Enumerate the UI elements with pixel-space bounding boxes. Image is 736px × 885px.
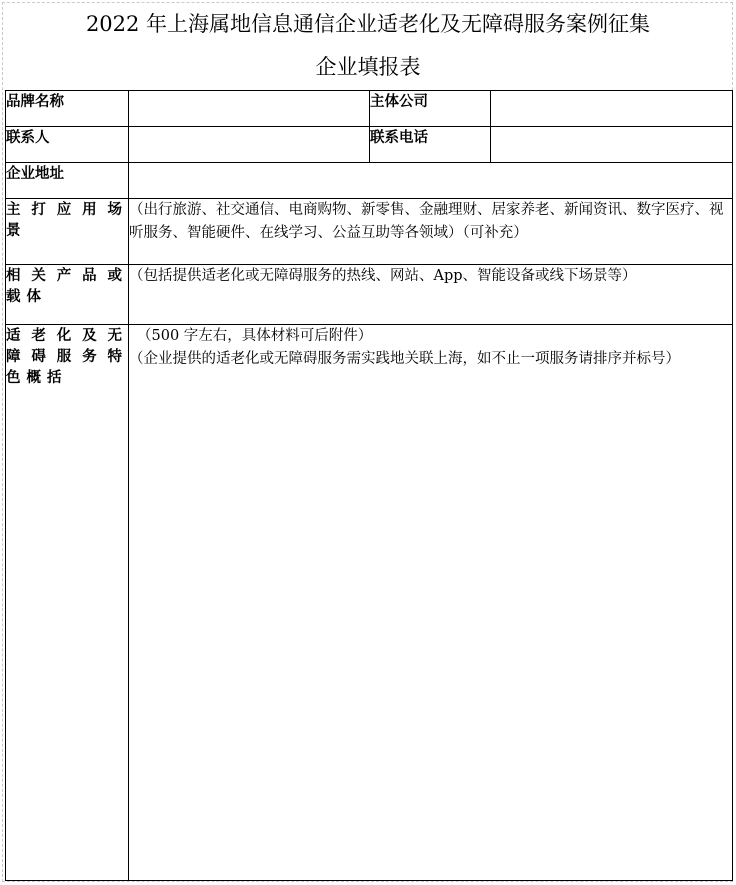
product-hint: （包括提供适老化或无障碍服务的热线、网站、App、智能设备或线下场景等） [129, 268, 637, 284]
features-hint-length: （500 字左右，具体材料可后附件） [137, 328, 373, 344]
company-label: 主体公司 [370, 91, 491, 127]
row-features [6, 325, 733, 881]
product-field[interactable] [129, 265, 733, 325]
features-label: 适老化及无障碍服务特色概括 [6, 325, 129, 881]
address-label: 企业地址 [6, 163, 129, 199]
document-subtitle: 企业填报表 [315, 55, 421, 79]
features-field[interactable] [129, 325, 733, 881]
contact-field[interactable] [129, 127, 370, 163]
row-address [6, 163, 733, 199]
company-field[interactable] [491, 91, 733, 127]
row-brand [6, 91, 733, 127]
scenario-hint: （出行旅游、社交通信、电商购物、新零售、金融理财、居家养老、新闻资讯、数字医疗、视听服务、智能硬件、在线学习、公益互助等各领域）（可补充） [129, 202, 724, 241]
row-product [6, 265, 733, 325]
row-scenario [6, 199, 733, 265]
scenario-field[interactable] [129, 199, 733, 265]
phone-label: 联系电话 [370, 127, 491, 163]
brand-name-label: 品牌名称 [6, 91, 129, 127]
scenario-label: 主打应用场景 [6, 199, 129, 265]
address-field[interactable] [129, 163, 733, 199]
brand-name-field[interactable] [129, 91, 370, 127]
document-title: 2022 年上海属地信息通信企业适老化及无障碍服务案例征集 [85, 12, 651, 36]
phone-field[interactable] [491, 127, 733, 163]
contact-label: 联系人 [6, 127, 129, 163]
product-label: 相关产品或载体 [6, 265, 129, 325]
features-hint-requirement: （企业提供的适老化或无障碍服务需实践地关联上海，如不止一项服务请排序并标号） [129, 350, 680, 367]
row-contact [6, 127, 733, 163]
registration-form-table [5, 90, 733, 881]
